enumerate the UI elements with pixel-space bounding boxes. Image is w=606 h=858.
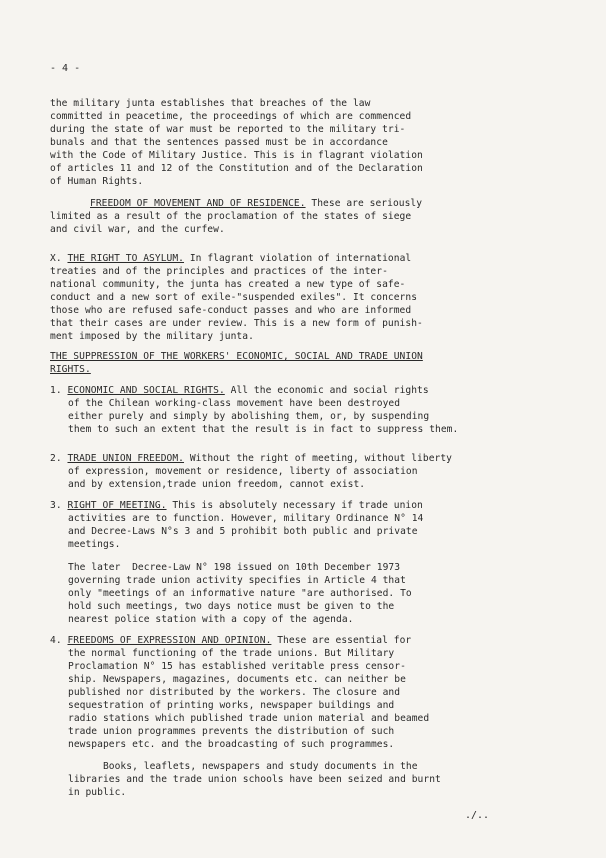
item-line: and by extension,trade union freedom, cannot exist.: [68, 479, 366, 490]
item-line: sequestration of printing works, newspaper buildings and: [68, 700, 395, 711]
item-3-first-line: [50, 499, 423, 512]
item-line: libraries and the trade union schools have been seized and burnt: [68, 774, 441, 785]
asylum-line: treaties and of the principles and practices of the inter-: [50, 266, 388, 277]
item-line: trade union programmes prevents the distribution of such: [68, 726, 395, 737]
item-line: either purely and simply by abolishing them, or, by suspending: [68, 411, 430, 422]
item-2-first-line: [50, 452, 452, 465]
item-line: only "meetings of an informative nature "are authorised. To: [68, 588, 412, 599]
item-line: in public.: [68, 787, 127, 798]
page-number: - 4 -: [50, 63, 81, 74]
asylum-line: that their cases are under review. This is a new form of punish-: [50, 318, 423, 329]
item-line: published nor distributed by the workers. The closure and: [68, 687, 401, 698]
item-line: activities are to function. However, military Ordinance N° 14: [68, 513, 424, 524]
freedom-movement-line: limited as a result of the proclamation of the states of siege: [50, 211, 412, 222]
item-line: Books, leaflets, newspapers and study documents in the: [68, 761, 418, 772]
item-line: of expression, movement or residence, liberty of association: [68, 466, 418, 477]
item-4-first-line: [50, 634, 411, 647]
freedom-movement-text: These are seriously: [305, 198, 423, 209]
item-line: and Decree-Laws N°s 3 and 5 prohibit both public and private: [68, 526, 418, 537]
section-heading: RIGHTS.: [50, 364, 91, 375]
asylum-number: X.: [50, 253, 62, 264]
asylum-line: national community, the junta has created a new type of safe-: [50, 279, 406, 290]
asylum-text: In flagrant violation of international: [184, 253, 412, 264]
item-line: Proclamation N° 15 has established veritable press censor-: [68, 661, 406, 672]
intro-line: the military junta establishes that breaches of the law: [50, 98, 371, 109]
intro-line: committed in peacetime, the proceedings of which are commenced: [50, 111, 412, 122]
intro-line: of articles 11 and 12 of the Constitution and of the Declaration: [50, 163, 423, 174]
item-number: 1.: [50, 385, 62, 396]
continuation-mark: ./..: [465, 810, 490, 821]
item-line: The later Decree-Law N° 198 issued on 10th December 1973: [68, 562, 401, 573]
item-line: ship. Newspapers, magazines, documents etc. can neither be: [68, 674, 406, 685]
freedom-movement-line: and civil war, and the curfew.: [50, 224, 225, 235]
item-line: hold such meetings, two days notice must be given to the: [68, 601, 395, 612]
item-heading: FREEDOMS OF EXPRESSION AND OPINION.: [67, 635, 272, 646]
item-line: meetings.: [68, 539, 121, 550]
item-line: them to such an extent that the result is in fact to suppress them.: [68, 424, 459, 435]
asylum-line: conduct and a new sort of exile-"suspended exiles". It concerns: [50, 292, 418, 303]
item-line: radio stations which published trade union material and beamed: [68, 713, 430, 724]
item-line: newspapers etc. and the broadcasting of such programmes.: [68, 739, 395, 750]
item-number: 4.: [50, 635, 62, 646]
intro-line: during the state of war must be reported to the military tri-: [50, 124, 406, 135]
item-line: governing trade union activity specifies in Article 4 that: [68, 575, 406, 586]
item-1-first-line: [50, 384, 429, 397]
item-line: the normal functioning of the trade unions. But Military: [68, 648, 395, 659]
freedom-movement-heading: FREEDOM OF MOVEMENT AND OF RESIDENCE.: [90, 198, 306, 209]
asylum-heading: THE RIGHT TO ASYLUM.: [67, 253, 185, 264]
item-text: This is absolutely necessary if trade union: [166, 500, 423, 511]
asylum-line: ment imposed by the military junta.: [50, 331, 254, 342]
item-line: nearest police station with a copy of the agenda.: [68, 614, 354, 625]
item-text: All the economic and social rights: [224, 385, 429, 396]
item-text: These are essential for: [271, 635, 412, 646]
item-heading: RIGHT OF MEETING.: [67, 500, 167, 511]
asylum-first-line: [50, 252, 411, 265]
item-line: of the Chilean working-class movement have been destroyed: [68, 398, 401, 409]
item-text: Without the right of meeting, without liberty: [184, 453, 453, 464]
asylum-line: those who are refused safe-conduct passes and who are informed: [50, 305, 412, 316]
intro-line: with the Code of Military Justice. This is in flagrant violation: [50, 150, 423, 161]
item-heading: TRADE UNION FREEDOM.: [67, 453, 185, 464]
item-number: 2.: [50, 453, 62, 464]
intro-line: of Human Rights.: [50, 176, 144, 187]
intro-line: bunals and that the sentences passed must be in accordance: [50, 137, 388, 148]
section-heading: THE SUPPRESSION OF THE WORKERS' ECONOMIC, SOCIAL AND TRADE UNION: [50, 351, 423, 362]
item-number: 3.: [50, 500, 62, 511]
item-heading: ECONOMIC AND SOCIAL RIGHTS.: [67, 385, 225, 396]
freedom-movement-first-line: [90, 197, 422, 210]
